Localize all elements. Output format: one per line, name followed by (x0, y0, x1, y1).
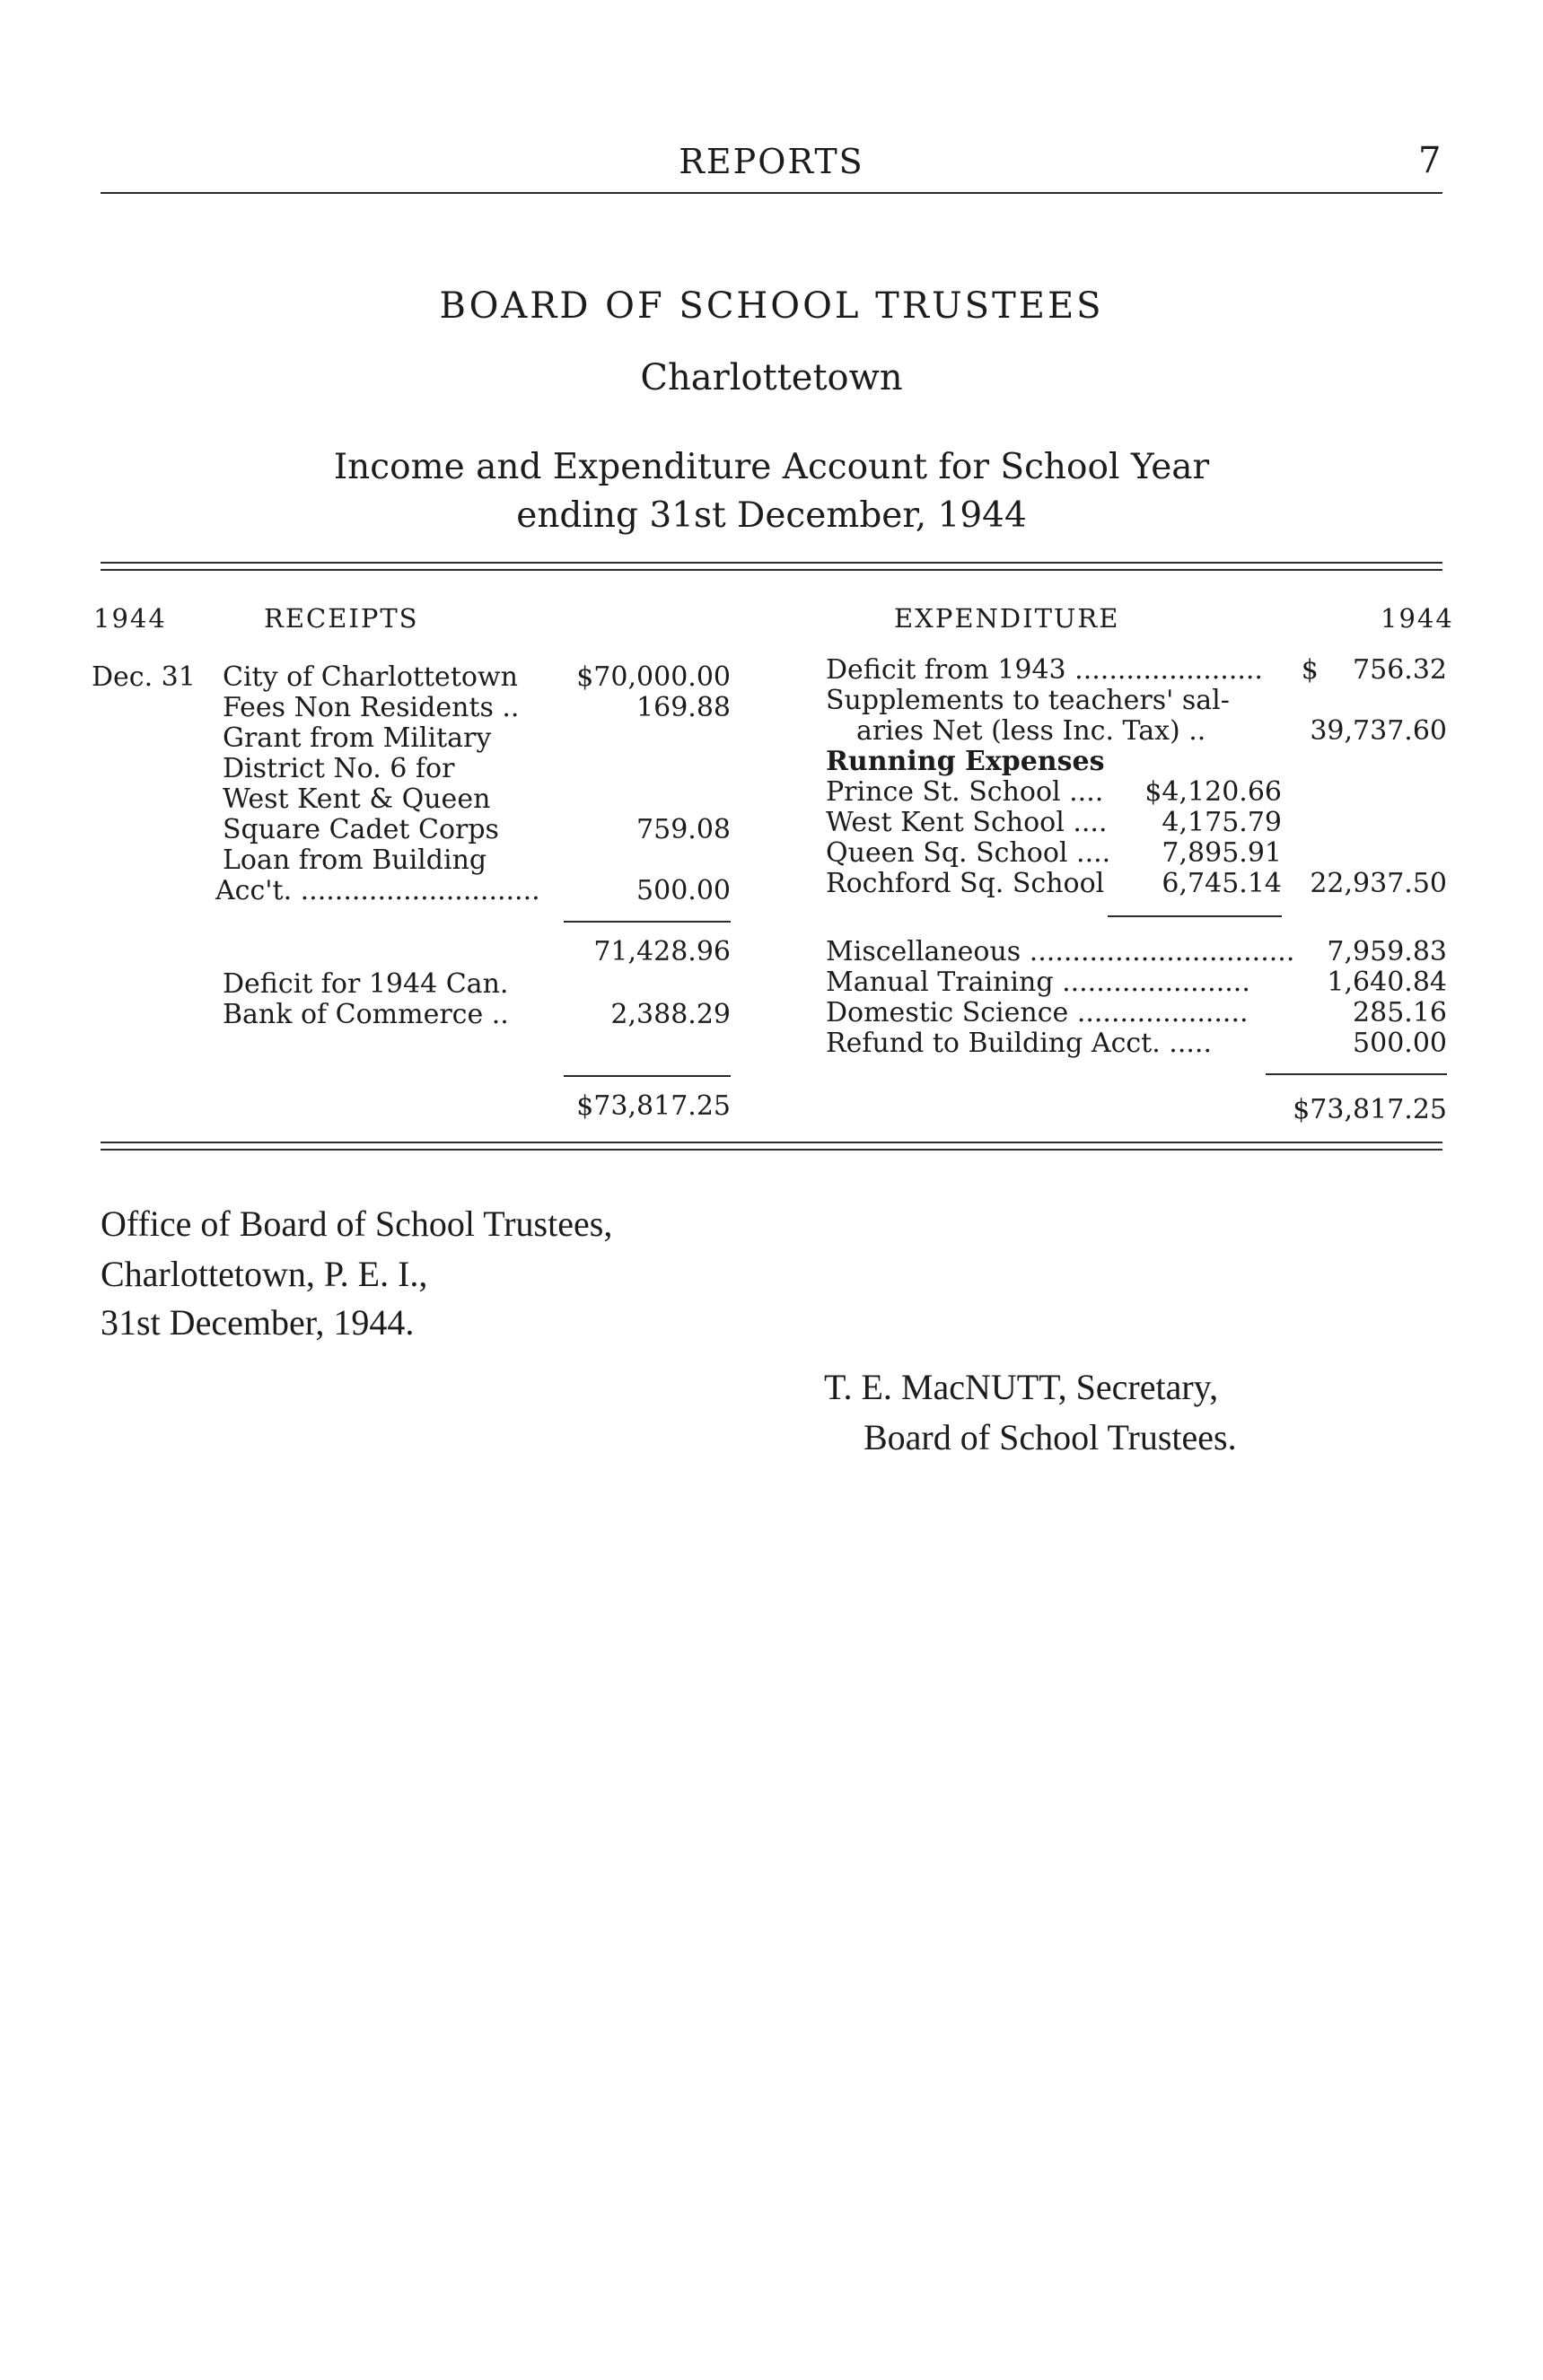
table-top-rule-2 (101, 569, 1442, 571)
expenditure-sub-amount: 4,175.79 (1162, 807, 1282, 838)
expenditure-line-text: Domestic Science .................... (826, 997, 1249, 1028)
expenditure-line-text: Miscellaneous ............................... (826, 936, 1295, 967)
receipts-year: 1944 (93, 603, 167, 634)
receipt-line-amount: $70,000.00 (576, 661, 731, 693)
expenditure-line-amount: 1,640.84 (1327, 967, 1447, 998)
expenditure-sub-amount: $4,120.66 (1144, 776, 1282, 808)
page-number: 7 (1418, 140, 1442, 181)
expenditure-year: 1944 (1381, 603, 1454, 634)
expenditure-line-text: Queen Sq. School .... (826, 837, 1111, 869)
office-line2: Charlottetown, P. E. I., (101, 1254, 428, 1294)
expenditure-line-amount: 7,959.83 (1327, 936, 1447, 967)
receipt-line-amount: 759.08 (636, 814, 731, 845)
receipts-total: $73,817.25 (576, 1090, 731, 1122)
deficit-line-text: Deficit for 1944 Can. (223, 968, 509, 1000)
document-subtitle: Charlottetown (640, 357, 903, 398)
expenditure-line-amount: 39,737.60 (1310, 715, 1447, 747)
expenditure-total-rule (1266, 1073, 1447, 1075)
receipt-line-text: District No. 6 for (223, 753, 455, 784)
receipts-date: Dec. 31 (92, 661, 196, 693)
receipts-total-rule (564, 1075, 731, 1077)
expenditure-line-text: Deficit from 1943 ...................... (826, 654, 1263, 686)
expenditure-line-text: Refund to Building Acct. ..... (826, 1028, 1212, 1059)
table-bottom-rule (101, 1142, 1442, 1143)
expenditure-sub-amount: 6,745.14 (1162, 868, 1282, 899)
document-title: BOARD OF SCHOOL TRUSTEES (439, 285, 1104, 327)
account-caption-line2: ending 31st December, 1944 (516, 495, 1027, 536)
expenditure-line-text: Supplements to teachers' sal- (826, 685, 1230, 716)
table-bottom-rule-2 (101, 1149, 1442, 1151)
expenditure-line-text: aries Net (less Inc. Tax) .. (856, 715, 1206, 747)
expenditure-line-amount: 22,937.50 (1310, 868, 1447, 899)
receipt-line-amount: 500.00 (636, 875, 731, 906)
receipts-subtotal: 71,428.96 (593, 936, 731, 967)
expenditure-sub-amount: 7,895.91 (1162, 837, 1282, 869)
table-top-rule (101, 562, 1442, 564)
receipt-line-text: Square Cadet Corps (223, 814, 499, 845)
expenditure-line-text: Manual Training ...................... (826, 967, 1250, 998)
receipts-heading: RECEIPTS (264, 603, 419, 634)
expenditure-line-text: Rochford Sq. School (826, 868, 1105, 899)
receipt-line-text: Grant from Military (223, 722, 492, 754)
signature-line2: Board of School Trustees. (864, 1417, 1237, 1457)
receipt-line-text: Fees Non Residents .. (223, 692, 520, 723)
account-caption-line1: Income and Expenditure Account for School Year (333, 447, 1210, 487)
running-header: REPORTS (679, 142, 864, 181)
receipt-line-amount: 169.88 (636, 692, 731, 723)
deficit-line-text: Bank of Commerce .. (223, 999, 509, 1030)
receipt-line-text: West Kent & Queen (223, 783, 491, 815)
office-line1: Office of Board of School Trustees, (101, 1203, 613, 1244)
expenditure-heading: EXPENDITURE (894, 603, 1120, 634)
receipts-subtotal-rule (564, 921, 731, 923)
deficit-line-amount: 2,388.29 (610, 999, 731, 1030)
receipt-line-text: City of Charlottetown (223, 661, 518, 693)
expenditure-total: $73,817.25 (1293, 1094, 1447, 1125)
expenditure-section-heading: Running Expenses (826, 746, 1105, 777)
expenditure-line-amount: 500.00 (1353, 1028, 1447, 1059)
expenditure-sub-rule (1108, 915, 1282, 917)
expenditure-line-amount: $ 756.32 (1301, 654, 1447, 686)
receipt-line-text: Loan from Building (223, 844, 487, 876)
header-rule (101, 192, 1442, 194)
expenditure-line-amount: 285.16 (1353, 997, 1447, 1028)
signature-line1: T. E. MacNUTT, Secretary, (824, 1367, 1219, 1407)
expenditure-line-text: Prince St. School .... (826, 776, 1104, 808)
receipt-line-text: Acc't. ............................ (215, 875, 540, 906)
expenditure-line-text: West Kent School .... (826, 807, 1108, 838)
office-line3: 31st December, 1944. (101, 1302, 415, 1343)
